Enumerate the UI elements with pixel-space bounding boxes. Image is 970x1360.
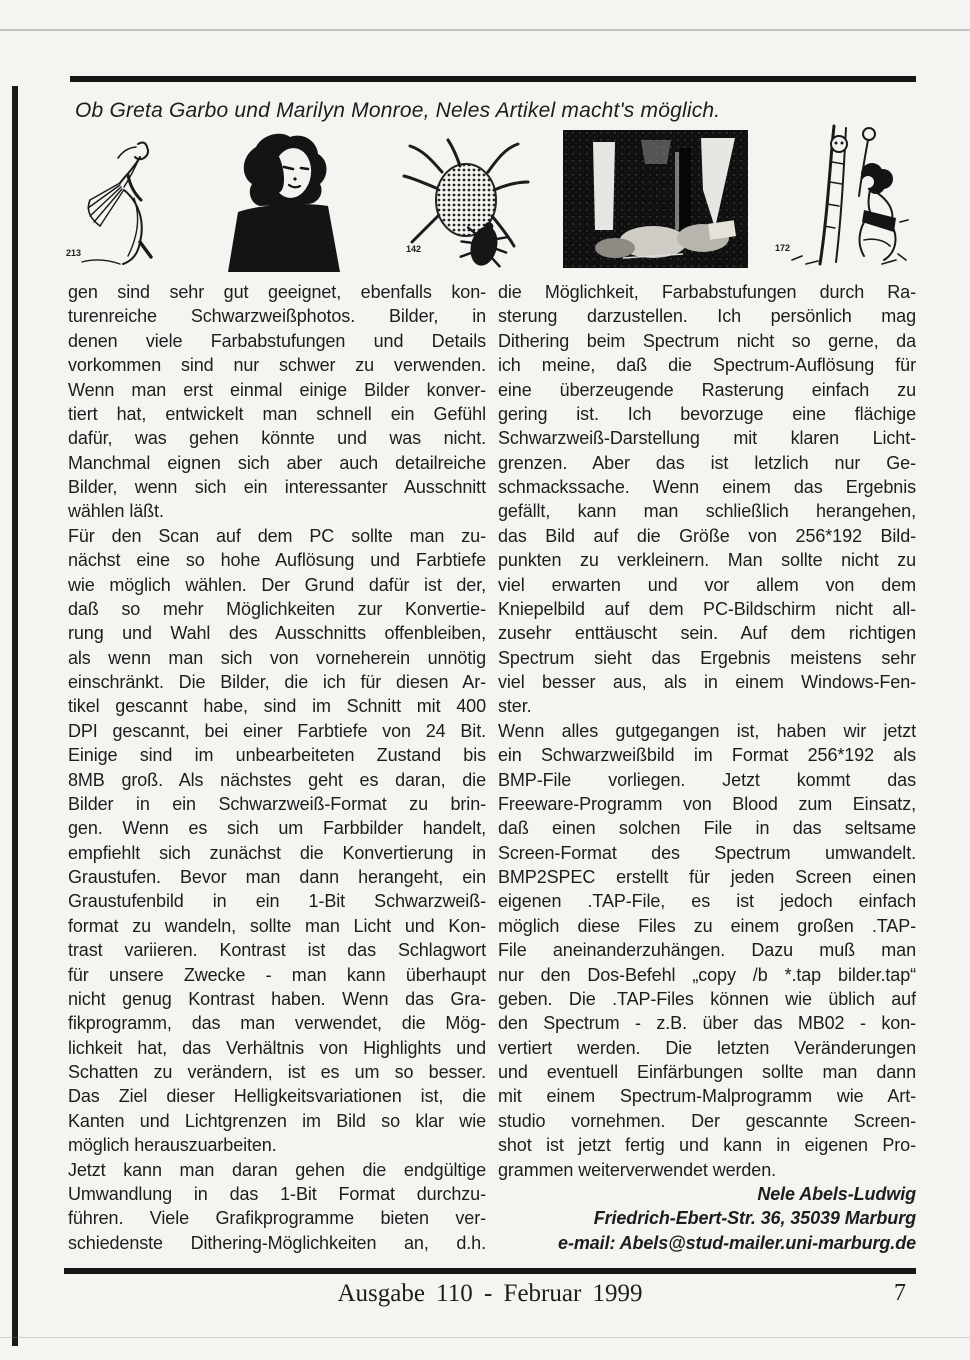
text-line: rung und Wahl des Ausschnitts offenbleiben, bbox=[68, 623, 486, 644]
text-line: eigenen .TAP-File, es ist jedoch einfach bbox=[498, 891, 916, 912]
text-line: und eventuell Einfärbungen sollte man dann bbox=[498, 1062, 916, 1082]
text-line: empfiehlt sich zunächst die Konvertierung in bbox=[68, 842, 486, 863]
text-line: Bilder, wenn sich ein interessanter Ausschnitt bbox=[68, 477, 486, 497]
text-line: die Möglichkeit, Farbabstufungen durch Ra- bbox=[498, 282, 916, 302]
text-line: gering ist. Ich bevorzuge eine flächige bbox=[498, 403, 916, 424]
bug-illustration-image bbox=[402, 138, 534, 278]
text-line: grammen weiterverwendet werden. bbox=[498, 1159, 777, 1180]
text-line: das Bild auf die Größe von 256*192 Bild- bbox=[498, 525, 916, 546]
text-line: Spectrum sieht das Ergebnis meistens sehr bbox=[498, 647, 916, 668]
text-line: Kanten und Lichtgrenzen im Bild so klar wie bbox=[68, 1110, 486, 1131]
text-line: fikprogramm, das man verwendet, die Mög- bbox=[68, 1013, 486, 1034]
left-column bbox=[68, 280, 486, 1255]
text-line: format zu wandeln, sollte man Licht und Kon- bbox=[68, 915, 486, 936]
text-line: Bilder in ein Schwarzweiß-Format zu brin- bbox=[68, 793, 486, 814]
text-line: geben. Die .TAP-Files können wie üblich auf bbox=[498, 988, 916, 1009]
text-line: mit einem Spectrum-Malprogramm wie Art- bbox=[498, 1086, 916, 1107]
text-line: vorkommen sind nur schwer zu verwenden. bbox=[68, 355, 486, 376]
text-line: nur den Dos-Befehl „copy /b *.tap bilder.tap“ bbox=[498, 964, 916, 985]
portrait-garbo-image bbox=[222, 132, 348, 272]
right-column-text bbox=[498, 280, 916, 1182]
text-line: daß einen solchen File in das seltsame bbox=[498, 818, 916, 839]
text-line: ein Schwarzweißbild im Format 256*192 als bbox=[498, 745, 916, 766]
text-line: als wenn man sich von vorneherein unnötig bbox=[68, 647, 486, 668]
text-line: gen sind sehr gut geeignet, ebenfalls kon- bbox=[68, 282, 486, 302]
text-line: möglich diese Files zu einem großen .TAP- bbox=[498, 915, 916, 936]
text-line: trast variieren. Kontrast ist das Schlagwort bbox=[68, 940, 486, 961]
footer-issue: Ausgabe 110 - Februar 1999 bbox=[337, 1280, 643, 1307]
text-line: schiedenste Dithering-Möglichkeiten an, d.h. bbox=[68, 1232, 486, 1253]
text-line: nicht genug Kontrast haben. Wenn das Gra- bbox=[68, 988, 486, 1009]
footer-page-number: 7 bbox=[894, 1280, 906, 1306]
text-line: denen viele Farbabstufungen und Details bbox=[68, 330, 486, 351]
text-line: tiert hat, entwickelt man schnell ein Gefühl bbox=[68, 403, 486, 424]
text-line: Screen-Format des Spectrum umwandelt. bbox=[498, 842, 916, 863]
text-line: eine überzeugende Rasterung einfach zu bbox=[498, 379, 916, 400]
text-line: einschränkt. Die Bilder, die ich für diesen Ar- bbox=[68, 672, 486, 692]
text-line: tikel gescannt habe, sind im Schnitt mit 400 bbox=[68, 696, 486, 717]
text-line: schmackssache. Wenn einem das Ergebnis bbox=[498, 477, 916, 497]
top-rule bbox=[70, 76, 916, 82]
text-line: Graustufen. Bevor man dann herangeht, ein bbox=[68, 867, 486, 887]
text-line: shot ist jetzt fertig und kann in eigenen Pro- bbox=[498, 1135, 916, 1156]
text-line: gefällt, kann man schließlich herangehen, bbox=[498, 501, 916, 522]
text-line: daß so mehr Möglichkeiten zur Konvertie- bbox=[68, 598, 486, 619]
left-column-text bbox=[68, 280, 486, 1255]
text-line: wie möglich wählen. Der Grund dafür ist der, bbox=[68, 574, 486, 595]
text-line: studio vornehmen. Der gescannte Screen- bbox=[498, 1110, 916, 1131]
text-line: den Spectrum - z.B. über das MB02 - kon- bbox=[498, 1013, 916, 1034]
signature-block bbox=[498, 1182, 916, 1255]
text-line: Umwandlung in das 1-Bit Format durchzu- bbox=[68, 1183, 486, 1204]
text-line: sterung darzustellen. Ich persönlich mag bbox=[498, 306, 916, 327]
image-number-213: 213 bbox=[66, 248, 82, 258]
scan-artifact-top-line bbox=[0, 29, 970, 31]
text-line: Wenn man erst einmal einige Bilder konver- bbox=[68, 379, 486, 400]
scan-artifact-bottom-line bbox=[0, 1337, 970, 1338]
image-number-172: 172 bbox=[775, 243, 791, 253]
text-line: vertiert werden. Die letzten Veränderungen bbox=[498, 1037, 916, 1058]
text-line: viel besser aus, als in einem Windows-Fen- bbox=[498, 672, 916, 692]
right-column bbox=[498, 280, 916, 1255]
text-line: viel erwarten und vor allem von dem bbox=[498, 574, 916, 595]
text-line: zusehr enttäuscht sein. Auf dem richtigen bbox=[498, 623, 916, 644]
text-line: Kniepelbild auf dem PC-Bildschirm nicht all- bbox=[498, 598, 916, 619]
text-line: Dithering beim Spectrum nicht so gerne, da bbox=[498, 330, 916, 351]
text-line: Jetzt kann man daran gehen die endgültige bbox=[68, 1159, 486, 1180]
hammer-woman-image bbox=[772, 122, 910, 272]
text-line: Graustufenbild in ein 1-Bit Schwarzweiß- bbox=[68, 891, 486, 912]
text-line: BMP2SPEC erstellt für jeden Screen einen bbox=[498, 867, 916, 887]
scan-artifact-left-edge bbox=[12, 86, 18, 1346]
text-line: führen. Viele Grafikprogramme bieten ver- bbox=[68, 1208, 486, 1229]
text-line: möglich herauszuarbeiten. bbox=[68, 1135, 277, 1156]
text-line: DPI gescannt, bei einer Farbtiefe von 24 Bit. bbox=[68, 720, 486, 741]
text-line: Schwarzweiß-Darstellung mit klaren Licht- bbox=[498, 428, 916, 449]
text-line: lichkeit hat, das Verhältnis von Highlights und bbox=[68, 1037, 486, 1058]
text-line: ich meine, daß die Spectrum-Auflösung für bbox=[498, 355, 916, 376]
text-line: punkten zu verkleinern. Man sollte nicht zu bbox=[498, 550, 916, 571]
text-line: Schatten zu verändern, ist es um so besser. bbox=[68, 1062, 486, 1082]
text-line: Wenn alles gutgegangen ist, haben wir jetzt bbox=[498, 720, 916, 741]
text-line: Manchmal eignen sich aber auch detailreiche bbox=[68, 452, 486, 473]
signature-email: e-mail: Abels@stud-mailer.uni-marburg.de bbox=[558, 1232, 916, 1253]
signature-author: Nele Abels-Ludwig bbox=[757, 1183, 916, 1204]
text-line: BMP-File vorliegen. Jetzt kommt das bbox=[498, 769, 916, 790]
caption: Ob Greta Garbo und Marilyn Monroe, Neles Artikel macht's möglich. bbox=[75, 99, 721, 122]
signature-address: Friedrich-Ebert-Str. 36, 35039 Marburg bbox=[593, 1208, 916, 1229]
bottom-rule bbox=[64, 1268, 916, 1274]
text-line: Einige sind im unbearbeiteten Zustand bis bbox=[68, 745, 486, 766]
text-line: grenzen. Aber das ist letzlich nur Ge- bbox=[498, 452, 916, 473]
text-line: turenreiche Schwarzweißphotos. Bilder, in bbox=[68, 306, 486, 327]
text-line: 8MB groß. Als nächstes geht es daran, die bbox=[68, 769, 486, 790]
text-line: dafür, was gehen könnte und was nicht. bbox=[68, 428, 486, 449]
text-line: Freeware-Programm von Blood zum Einsatz, bbox=[498, 793, 916, 814]
image-number-142: 142 bbox=[406, 244, 422, 254]
text-line: Das Ziel dieser Helligkeitsvariationen ist, die bbox=[68, 1086, 486, 1107]
text-line: Für den Scan auf dem PC sollte man zu- bbox=[68, 525, 486, 546]
text-line: nächst eine so hohe Auflösung und Farbtiefe bbox=[68, 550, 486, 571]
dark-photo-image bbox=[563, 130, 748, 268]
text-line: gen. Wenn es sich um Farbbilder handelt, bbox=[68, 818, 486, 839]
dancer-sketch-image bbox=[78, 138, 183, 268]
text-line: File aneinanderzuhängen. Dazu muß man bbox=[498, 940, 916, 961]
text-line: ster. bbox=[498, 696, 532, 717]
text-line: wählen läßt. bbox=[68, 501, 164, 522]
text-line: für unsere Zwecke - man kann überhaupt bbox=[68, 964, 486, 985]
